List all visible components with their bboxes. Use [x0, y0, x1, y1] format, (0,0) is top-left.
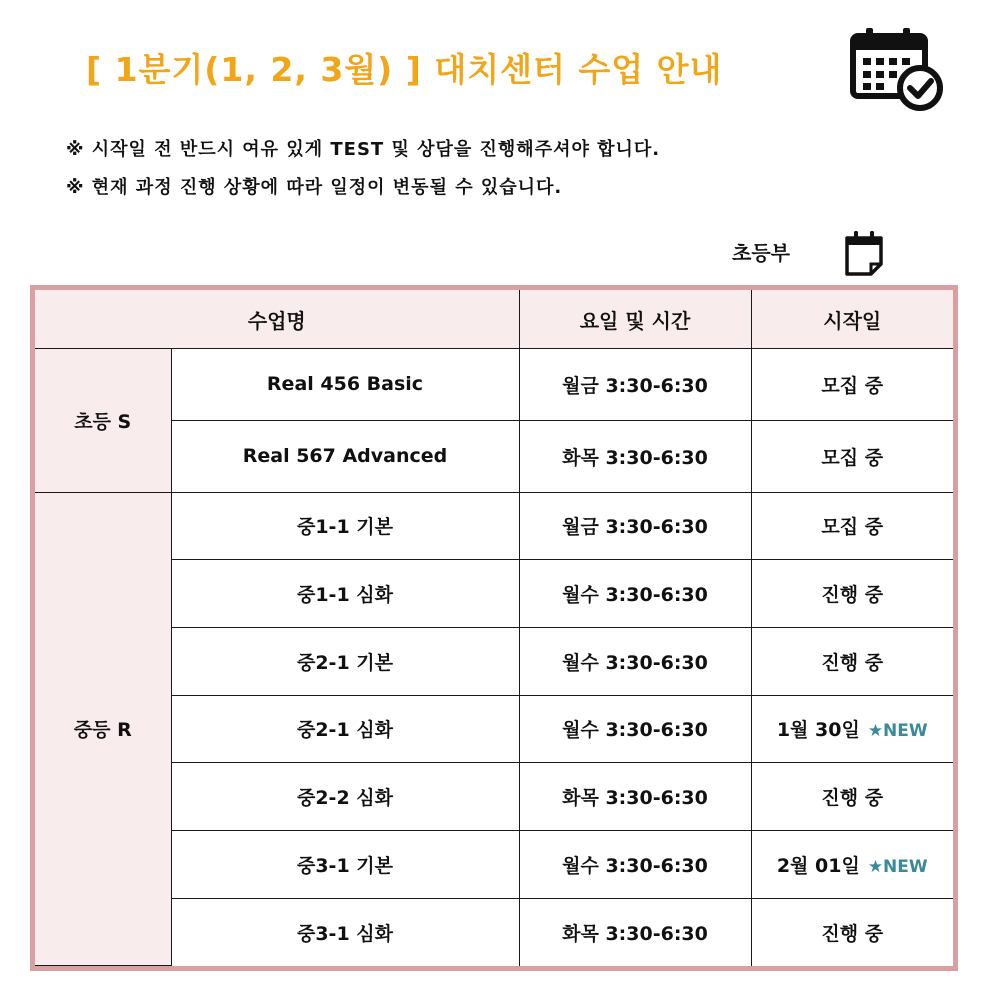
course-start-cell	[751, 831, 953, 899]
course-start: 진행 중	[751, 560, 953, 628]
course-name: Real 456 Basic	[171, 349, 519, 421]
course-name: 중3-1 심화	[171, 898, 519, 965]
course-name: 중2-1 기본	[171, 627, 519, 695]
note-schedule: ※ 현재 과정 진행 상황에 따라 일정이 변동될 수 있습니다.	[66, 177, 563, 198]
course-time: 월금 3:30-6:30	[519, 492, 751, 560]
course-time: 월수 3:30-6:30	[519, 627, 751, 695]
course-name: Real 567 Advanced	[171, 420, 519, 492]
course-name: 중1-1 심화	[171, 560, 519, 628]
section-label: 초등부	[732, 241, 790, 265]
new-badge: ★NEW	[867, 721, 928, 742]
schedule-table	[30, 285, 958, 971]
course-time: 화목 3:30-6:30	[519, 763, 751, 831]
course-start: 1월 30일	[776, 719, 860, 742]
course-time: 화목 3:30-6:30	[519, 420, 751, 492]
header-time: 요일 및 시간	[519, 290, 751, 349]
course-time: 월수 3:30-6:30	[519, 560, 751, 628]
course-name: 중1-1 기본	[171, 492, 519, 560]
course-start: 진행 중	[751, 627, 953, 695]
notes	[66, 136, 660, 212]
calendar-check-icon	[848, 26, 944, 112]
course-start: 모집 중	[751, 349, 953, 421]
course-start: 모집 중	[751, 492, 953, 560]
header-course: 수업명	[35, 290, 519, 349]
course-time: 월금 3:30-6:30	[519, 349, 751, 421]
course-start-cell	[751, 695, 953, 763]
course-name: 중3-1 기본	[171, 831, 519, 899]
group-elementary: 초등 S	[35, 349, 171, 493]
group-middle: 중등 R	[35, 492, 171, 966]
course-start: 진행 중	[751, 898, 953, 965]
course-time: 월수 3:30-6:30	[519, 831, 751, 899]
new-badge: ★NEW	[867, 856, 928, 877]
course-name: 중2-1 심화	[171, 695, 519, 763]
course-start: 모집 중	[751, 420, 953, 492]
course-time: 월수 3:30-6:30	[519, 695, 751, 763]
page-title: [ 1분기(1, 2, 3월) ] 대치센터 수업 안내	[86, 50, 723, 89]
course-name: 중2-2 심화	[171, 763, 519, 831]
note-test: ※ 시작일 전 반드시 여유 있게 TEST 및 상담을 진행해주셔야 합니다.	[66, 139, 661, 160]
course-start: 2월 01일	[776, 854, 860, 877]
header-start: 시작일	[751, 290, 953, 349]
course-start: 진행 중	[751, 763, 953, 831]
course-time: 화목 3:30-6:30	[519, 898, 751, 965]
calendar-page-icon	[843, 228, 885, 276]
